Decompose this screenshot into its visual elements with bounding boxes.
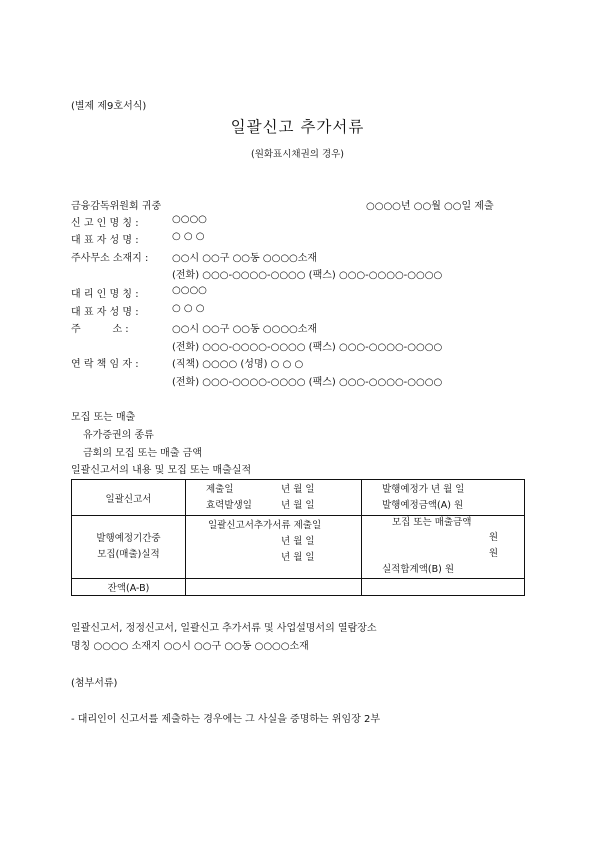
table-row [72, 480, 525, 516]
table-cell [362, 516, 525, 579]
additional-filing-date-2: 년 월 일 [281, 552, 315, 563]
contact-phone-line: (전화) ○○○-○○○○-○○○○ (팩스) ○○○-○○○○-○○○○ [172, 377, 443, 388]
section-item-securities-type: 유가증권의 종류 [83, 430, 154, 441]
table-cell [186, 480, 362, 516]
row-label-balance: 잔액(A-B) [107, 583, 150, 594]
additional-filing-date-1: 년 월 일 [281, 536, 315, 547]
applicant-name-label: 신 고 인 명 칭 : [71, 218, 139, 229]
filing-date-label: 제출일 [206, 483, 234, 495]
table-cell [186, 579, 362, 596]
submission-date: ○○○○년 ○○월 ○○일 제출 [366, 201, 494, 212]
form-number: (별제 제9호서식) [71, 101, 147, 112]
planned-issue-amount: 발행예정금액(A) 원 [382, 499, 464, 511]
planned-issue-date: 발행예정가 년 월 일 [382, 483, 465, 495]
offering-amount-label: 모집 또는 매출금액 [392, 517, 472, 528]
table-cell [72, 579, 186, 596]
row-label-period-b: 모집(매출)실적 [97, 549, 160, 560]
attachments-item: - 대리인이 신고서를 제출하는 경우에는 그 사실을 증명하는 위임장 2부 [71, 714, 381, 725]
table-row [72, 516, 525, 579]
section-heading: 모집 또는 매출 [71, 412, 136, 423]
contact-value: (직책) ○○○○ (성명) ○ ○ ○ [172, 359, 304, 370]
agent-name-value: ○○○○ [172, 285, 207, 296]
applicant-rep-value: ○ ○ ○ [172, 231, 205, 242]
row-label-filing: 일괄신고서 [105, 493, 152, 505]
effective-date-label: 효력발생일 [206, 499, 252, 511]
table-cell [362, 579, 525, 596]
attachments-heading: (첨부서류) [71, 678, 118, 689]
table-cell [362, 480, 525, 516]
contact-label: 연 락 책 임 자 : [71, 359, 139, 370]
inspection-heading: 일괄신고서, 정정신고서, 일괄신고 추가서류 및 사업설명서의 열람장소 [71, 623, 377, 634]
applicant-address-label: 주사무소 소재지 : [71, 253, 149, 264]
applicant-name-value: ○○○○ [172, 214, 207, 225]
section-item-offering-amount: 금회의 모집 또는 매출 금액 [83, 448, 202, 459]
agent-name-label: 대 리 인 명 칭 : [71, 289, 139, 300]
results-table [71, 479, 525, 596]
document-subtitle: (원화표시채권의 경우) [250, 149, 345, 160]
filing-date-value: 년 월 일 [281, 483, 315, 495]
agent-address-label: 주 소 : [71, 324, 129, 335]
agent-address-value: ○○시 ○○구 ○○동 ○○○○소재 [172, 324, 318, 335]
applicant-phone-line: (전화) ○○○-○○○○-○○○○ (팩스) ○○○-○○○○-○○○○ [172, 270, 443, 281]
filing-date-row [186, 482, 361, 498]
effective-date-row [186, 498, 361, 514]
table-cell [72, 516, 186, 579]
addressee: 금융감독위원회 귀중 [71, 201, 162, 212]
table-row [72, 579, 525, 596]
inspection-place: 명칭 ○○○○ 소재지 ○○시 ○○구 ○○동 ○○○○소재 [71, 641, 309, 652]
actual-total-amount: 실적합계액(B) 원 [382, 564, 455, 575]
applicant-address-value: ○○시 ○○구 ○○동 ○○○○소재 [172, 253, 318, 264]
section-item-filing-contents: 일괄신고서의 내용 및 모집 또는 매출실적 [71, 465, 252, 476]
additional-filing-date-label: 일괄신고서추가서류 제출일 [208, 520, 322, 531]
applicant-rep-label: 대 표 자 성 명 : [71, 235, 139, 246]
agent-phone-line: (전화) ○○○-○○○○-○○○○ (팩스) ○○○-○○○○-○○○○ [172, 342, 443, 353]
agent-rep-value: ○ ○ ○ [172, 303, 205, 314]
effective-date-value: 년 월 일 [281, 499, 315, 511]
document-title: 일괄신고 추가서류 [230, 118, 365, 136]
table-cell [186, 516, 362, 579]
offering-amount-1: 원 [488, 532, 498, 543]
row-label-period-a: 발행예정기간중 [96, 533, 161, 544]
offering-amount-2: 원 [488, 548, 498, 559]
agent-rep-label: 대 표 자 성 명 : [71, 307, 139, 318]
table-cell [72, 480, 186, 516]
